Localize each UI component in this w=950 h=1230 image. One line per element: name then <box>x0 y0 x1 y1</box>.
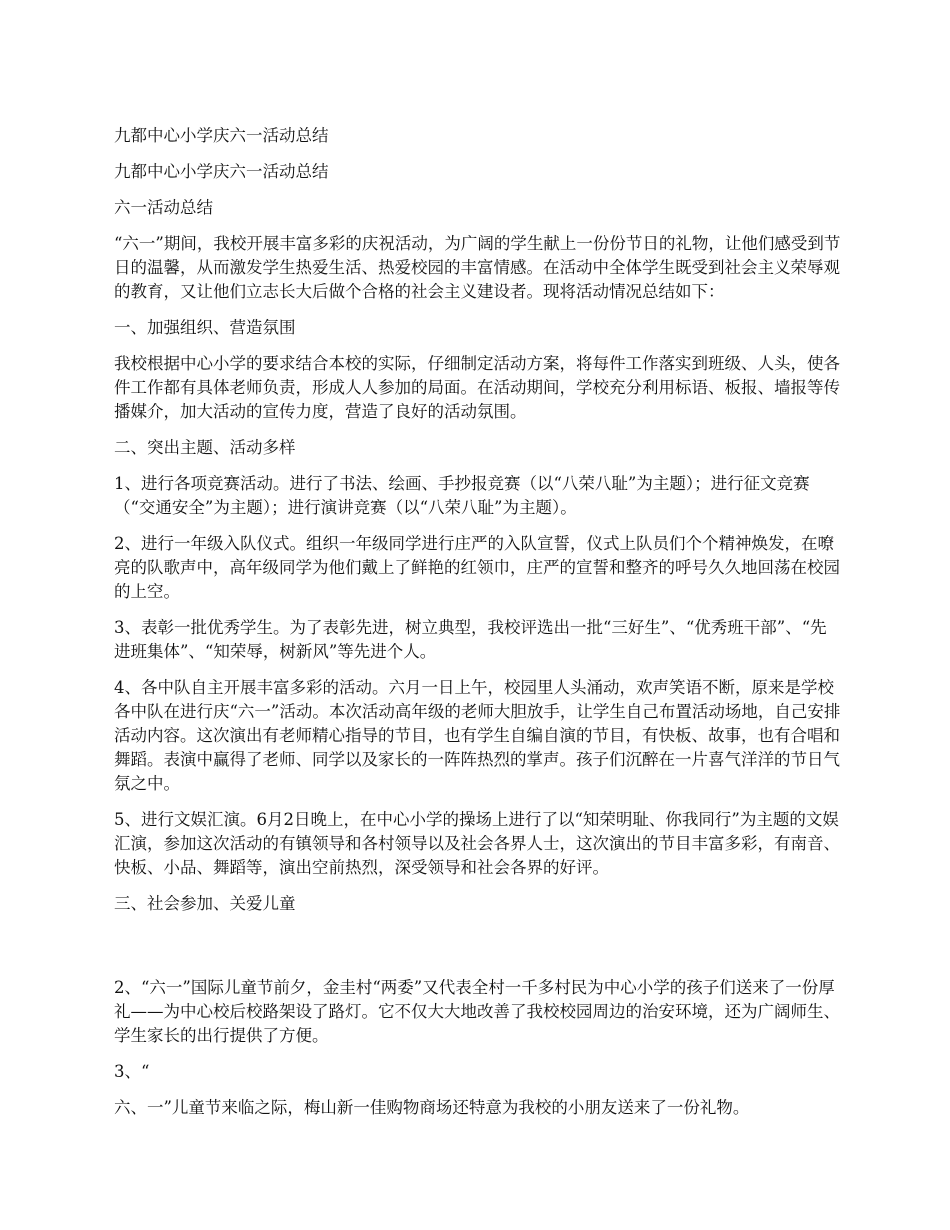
section-2-item-3: 3、表彰一批优秀学生。为了表彰先进，树立典型，我校评选出一批“三好生”、“优秀班干部”、“先进班集体”、“知荣辱，树新风”等先进个人。 <box>114 618 827 661</box>
section-2-item-4: 4、各中队自主开展丰富多彩的活动。六月一日上午，校园里人头涌动，欢声笑语不断，原来是学校各中队在进行庆“六一”活动。本次活动高年级的老师大胆放手，让学生自己布置活动场地，自己安排活动内容。这次演出有老师精心指导的节目，也有学生自编自演的节目，有快板、故事，也有合唱和舞蹈。表演中赢得了老师、同学以及家长的一阵阵热烈的掌声。孩子们沉醉在一片喜气洋洋的节日气氛之中。 <box>114 678 841 793</box>
section-2-item-2: 2、进行一年级入队仪式。组织一年级同学进行庄严的入队宣誓，仪式上队员们个个精神焕发，在嘹亮的队歌声中，高年级同学为他们戴上了鲜艳的红领巾，庄严的宣誓和整齐的呼号久久地回荡在校园的上空。 <box>114 534 840 601</box>
section-3-item-2: 2、“六一”国际儿童节前夕，金圭村“两委”又代表全村一千多村民为中心小学的孩子们送来了一份厚礼——为中心校后校路架设了路灯。它不仅大大地改善了我校校园周边的治安环境，还为广阔师生、学生家长的出行提供了方便。 <box>114 978 840 1045</box>
section-heading-2: 二、突出主题、活动多样 <box>114 438 296 457</box>
document-title-repeat: 九都中心小学庆六一活动总结 <box>114 162 329 181</box>
closing-paragraph: 六、一”儿童节来临之际，梅山新一佳购物商场还特意为我校的小朋友送来了一份礼物。 <box>114 1098 750 1117</box>
blank-spacer <box>114 928 842 976</box>
intro-paragraph: “六一”期间，我校开展丰富多彩的庆祝活动，为广阔的学生献上一份份节日的礼物，让他们感受到节日的温馨，从而激发学生热爱生活、热爱校园的丰富情感。在活动中全体学生既受到社会主义荣辱观的教育，又让他们立志长大后做个合格的社会主义建设者。现将活动情况总结如下： <box>114 234 841 301</box>
document-title: 九都中心小学庆六一活动总结 <box>114 126 329 145</box>
section-2-item-1: 1、进行各项竞赛活动。进行了书法、绘画、手抄报竞赛（以“八荣八耻”为主题）；进行征文竞赛（“交通安全”为主题）；进行演讲竞赛（以“八荣八耻”为主题）。 <box>114 474 810 517</box>
document-content <box>114 124 842 1132</box>
section-3-item-3: 3、“ <box>114 1062 150 1081</box>
document-subtitle: 六一活动总结 <box>114 198 213 217</box>
section-2-item-5: 5、进行文娱汇演。6月2日晚上，在中心小学的操场上进行了以“知荣明耻、你我同行”为主题的文娱汇演，参加这次活动的有镇领导和各村领导以及社会各界人士，这次演出的节目丰富多彩，有南音、快板、小品、舞蹈等，演出空前热烈，深受领导和社会各界的好评。 <box>114 810 840 877</box>
section-heading-1: 一、加强组织、营造氛围 <box>114 318 296 337</box>
section-1-paragraph: 我校根据中心小学的要求结合本校的实际，仔细制定活动方案，将每件工作落实到班级、人头，使各件工作都有具体老师负责，形成人人参加的局面。在活动期间，学校充分利用标语、板报、墙报等传播媒介，加大活动的宣传力度，营造了良好的活动氛围。 <box>114 354 840 421</box>
section-heading-3: 三、社会参加、关爱儿童 <box>114 894 296 913</box>
